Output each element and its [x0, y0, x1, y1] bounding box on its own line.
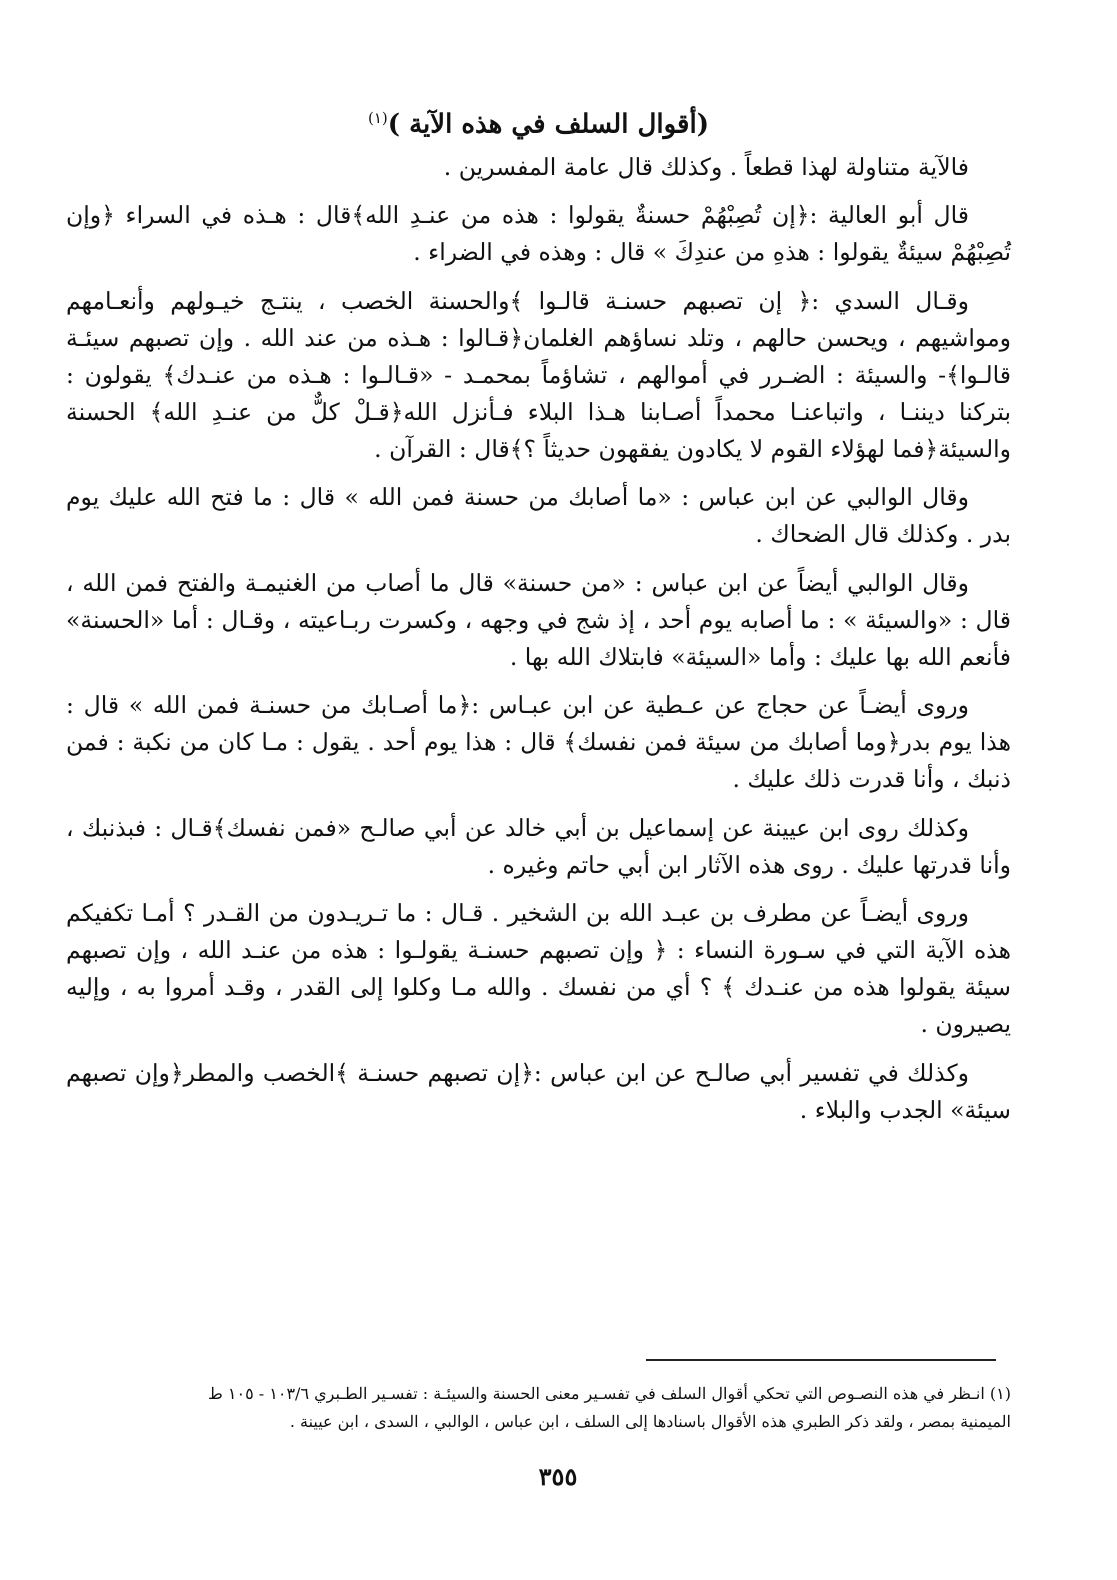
paragraph-6: وروى أيضـاً عن حجاج عن عـطية عن ابن عبـاس :﴿ما أصـابك من حسنـة فمن الله » قال : هذا يوم بدر﴿وما أصابك من سيئة فمن نفسك﴾ قال : هذا يوم أحد . يقول : مـا كان من نكبة : فمن ذنبك ، وأنا قدرت ذلك عليك . — [66, 691, 1011, 794]
footnote-divider — [646, 1359, 996, 1361]
page-number: ٣٥٥ — [538, 1462, 578, 1491]
page-body — [66, 98, 1011, 1140]
paragraph-3: وقـال السدي :﴿ إن تصبهم حسنـة قالـوا ﴾والحسنة الخصب ، ينتـج خيـولهم وأنعـامهم ومواشيهم ، ويحسن حالهم ، وتلد نساؤهم الغلمان﴿قـالوا : هـذه من عند الله . وإن تصبهم سيئـة قالـوا﴾- والسيئة : الضـرر في أموالهم ، تشاؤماً بمحمـد - «قـالـوا : هـذه من عنـدك﴾ يقولون : بتركنا ديننـا ، واتباعنـا محمداً أصـابنا هـذا البلاء فـأنزل الله﴿قـلْ كلٌّ من عنـدِ الله﴾ الحسنة والسيئة﴿فما لهؤلاء القوم لا يكادون يفقهون حديثاً ؟﴾قال : القرآن . — [66, 286, 1011, 463]
paragraph-9: وكذلك في تفسير أبي صالـح عن ابن عباس :﴿إن تصبهم حسنـة ﴾الخصب والمطر﴿وإن تصبهم سيئة» الجدب والبلاء . — [66, 1058, 1011, 1124]
heading-title: (أقوال السلف في هذه الآية ) — [387, 109, 709, 140]
paragraph-2: قال أبو العالية :﴿إن تُصِبْهُمْ حسنةٌ يقولوا : هذه من عنـدِ الله﴾قال : هـذه في السراء ﴿وإن تُصِبْهُمْ سيئةٌ يقولوا : هذهِ من عندِكَ » قال : وهذه في الضراء . — [66, 201, 1011, 267]
footnote-line-1: (١) انـظر في هذه النصـوص التي تحكي أقوال السلف في تفسـير معنى الحسنة والسيئـة : تفسـير الطـبري ١٠٣/٦ - ١٠٥ ط — [208, 1384, 1011, 1403]
footnote — [66, 1380, 1011, 1436]
paragraph-4: وقال الوالبي عن ابن عباس : «ما أصابك من حسنة فمن الله » قال : ما فتح الله عليك يوم بدر . وكذلك قال الضحاك . — [66, 483, 1011, 549]
footnote-reference: (١) — [367, 109, 388, 127]
footnote-line-2: الميمنية بمصر ، ولقد ذكر الطبري هذه الأقوال باسنادها إلى السلف ، ابن عباس ، الوالبي ، السدى ، ابن عيينة . — [289, 1412, 1011, 1431]
paragraph-1: فالآية متناولة لهذا قطعاً . وكذلك قال عامة المفسرين . — [443, 152, 969, 181]
paragraph-5: وقال الوالبي أيضاً عن ابن عباس : «من حسنة» قال ما أصاب من الغنيمـة والفتح فمن الله ، قال : «والسيئة » : ما أصابه يوم أحد ، إذ شج في وجهه ، وكسرت ربـاعيته ، وقـال : أما «الحسنة» فأنعم الله بها عليك : وأما «السيئة» فابتلاك الله بها . — [66, 568, 1011, 671]
paragraph-7: وكذلك روى ابن عيينة عن إسماعيل بن أبي خالد عن أبي صالـح «فمن نفسك﴾قـال : فبذنبك ، وأنا قدرتها عليك . روى هذه الآثار ابن أبي حاتم وغيره . — [66, 813, 1011, 879]
section-heading — [66, 98, 1011, 145]
paragraph-8: وروى أيضـاً عن مطرف بن عبـد الله بن الشخير . قـال : ما تـريـدون من القـدر ؟ أمـا تكفيكم هذه الآية التي في سـورة النساء : ﴿ وإن تصبهم حسنـة يقولـوا : هذه من عنـد الله ، وإن تصبهم سيئة يقولوا هذه من عنـدك ﴾ ؟ أي من نفسك . والله مـا وكلوا إلى القدر ، وقـد أمروا به ، وإليه يصيرون . — [66, 899, 1011, 1039]
